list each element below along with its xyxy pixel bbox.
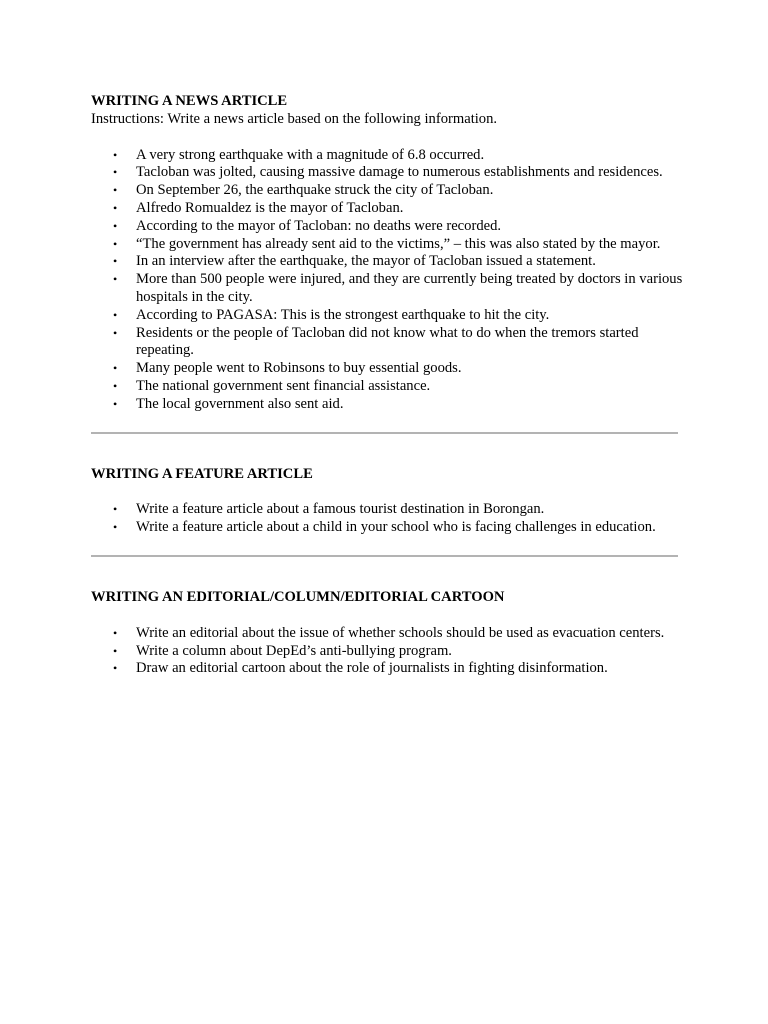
- list-item: • Residents or the people of Tacloban did not know what to do when the tremors started repeating.: [91, 325, 691, 361]
- editorial-heading: WRITING AN EDITORIAL/COLUMN/EDITORIAL CARTOON: [91, 588, 505, 605]
- list-item: • The national government sent financial assistance.: [91, 378, 691, 396]
- feature-article-heading: WRITING A FEATURE ARTICLE: [91, 465, 313, 482]
- section-divider: [91, 432, 678, 434]
- list-item: • Draw an editorial cartoon about the role of journalists in fighting disinformation.: [91, 660, 691, 678]
- feature-tasks-list: [91, 501, 691, 537]
- section-divider: [91, 555, 678, 557]
- list-item: • “The government has already sent aid to the victims,” – this was also stated by the mayor.: [91, 236, 691, 254]
- news-article-heading: WRITING A NEWS ARTICLE: [91, 93, 288, 109]
- list-item: • The local government also sent aid.: [91, 396, 691, 414]
- list-item: • Write a column about DepEd’s anti-bullying program.: [91, 643, 691, 661]
- list-item: • Alfredo Romualdez is the mayor of Tacloban.: [91, 200, 691, 218]
- list-item: • Write a feature article about a child in your school who is facing challenges in education.: [91, 519, 691, 537]
- list-item: • A very strong earthquake with a magnitude of 6.8 occurred.: [91, 147, 691, 165]
- news-instructions: Instructions: Write a news article based on the following information.: [91, 110, 498, 127]
- list-item: • In an interview after the earthquake, the mayor of Tacloban issued a statement.: [91, 253, 691, 271]
- list-item: • On September 26, the earthquake struck the city of Tacloban.: [91, 182, 691, 200]
- list-item: • According to the mayor of Tacloban: no deaths were recorded.: [91, 218, 691, 236]
- list-item: • Many people went to Robinsons to buy essential goods.: [91, 360, 691, 378]
- list-item: • Tacloban was jolted, causing massive damage to numerous establishments and residences.: [91, 164, 691, 182]
- list-item: • Write an editorial about the issue of whether schools should be used as evacuation centers.: [91, 625, 691, 643]
- list-item: • According to PAGASA: This is the strongest earthquake to hit the city.: [91, 307, 691, 325]
- list-item: • Write a feature article about a famous tourist destination in Borongan.: [91, 501, 691, 519]
- list-item: • More than 500 people were injured, and they are currently being treated by doctors in various hospitals in the city.: [91, 271, 691, 307]
- document-page: [91, 93, 691, 678]
- editorial-tasks-list: [91, 625, 691, 678]
- news-facts-list: [91, 147, 691, 414]
